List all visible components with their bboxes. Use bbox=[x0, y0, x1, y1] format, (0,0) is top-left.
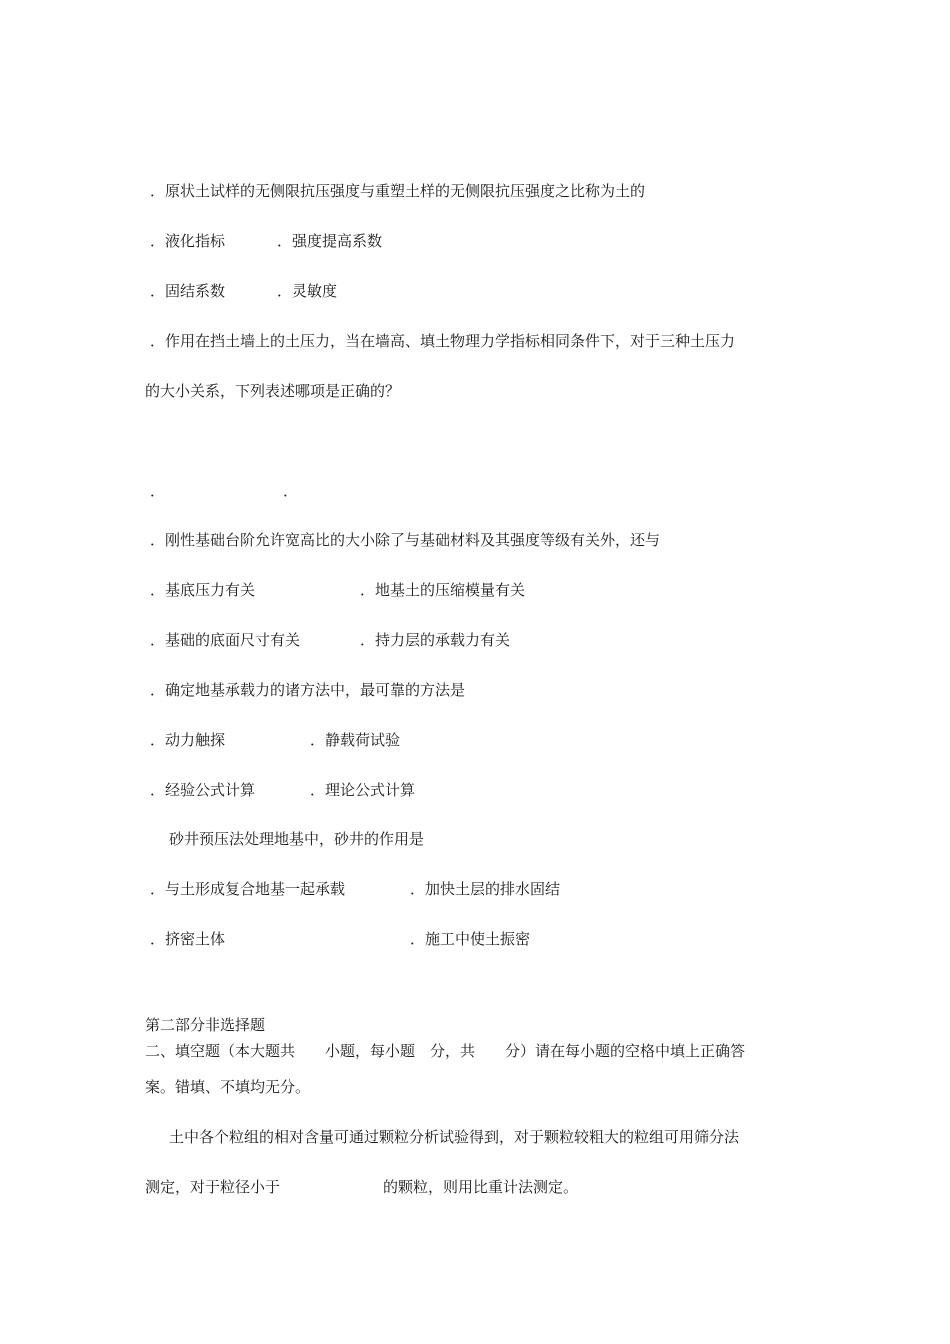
option-b: ． bbox=[283, 482, 299, 500]
option-a: ．与土形成复合地基一起承载 bbox=[150, 880, 346, 898]
question-stem-continued: 的大小关系，下列表述哪项是正确的？ bbox=[145, 382, 401, 400]
question-stem: ．刚性基础台阶允许宽高比的大小除了与基础材料及其强度等级有关外，还与 bbox=[150, 531, 661, 549]
section-heading-continued: 案。错填、不填均无分。 bbox=[145, 1078, 311, 1096]
option-c: ．基础的底面尺寸有关 bbox=[150, 631, 301, 649]
option-d: ．持力层的承载力有关 bbox=[360, 631, 511, 649]
option-a: ．液化指标 bbox=[150, 232, 226, 250]
question-stem: ．确定地基承载力的诸方法中，最可靠的方法是 bbox=[150, 681, 466, 699]
option-a: ．基底压力有关 bbox=[150, 581, 256, 599]
option-b: ．强度提高系数 bbox=[277, 232, 383, 250]
question-stem: ．原状土试样的无侧限抗压强度与重塑土样的无侧限抗压强度之比称为土的 bbox=[150, 182, 646, 200]
option-d: ．灵敏度 bbox=[277, 282, 338, 300]
option-c: ．固结系数 bbox=[150, 282, 226, 300]
section-heading: 二、填空题（本大题共 小题，每小题 分，共 分）请在每小题的空格中填上正确答 bbox=[145, 1042, 746, 1060]
option-b: ．地基土的压缩模量有关 bbox=[360, 581, 526, 599]
fill-question-text-continued: 测定，对于粒径小于 bbox=[145, 1178, 281, 1196]
option-a: ． bbox=[150, 482, 166, 500]
option-d: ．施工中使土振密 bbox=[410, 930, 531, 948]
option-d: ．理论公式计算 bbox=[310, 781, 416, 799]
option-b: ．静载荷试验 bbox=[310, 731, 401, 749]
option-c: ．经验公式计算 bbox=[150, 781, 256, 799]
fill-question-text-after-blank: 的颗粒，则用比重计法测定。 bbox=[383, 1178, 579, 1196]
option-b: ．加快土层的排水固结 bbox=[410, 880, 561, 898]
option-c: ．挤密土体 bbox=[150, 930, 226, 948]
fill-question-text: 土中各个粒组的相对含量可通过颗粒分析试验得到，对于颗粒较粗大的粒组可用筛分法 bbox=[169, 1128, 740, 1146]
question-stem: 砂井预压法处理地基中，砂井的作用是 bbox=[169, 830, 425, 848]
part-title: 第二部分非选择题 bbox=[145, 1016, 266, 1034]
option-a: ．动力触探 bbox=[150, 731, 226, 749]
question-stem: ．作用在挡土墙上的土压力，当在墙高、填土物理力学指标相同条件下，对于三种土压力 bbox=[150, 332, 736, 350]
